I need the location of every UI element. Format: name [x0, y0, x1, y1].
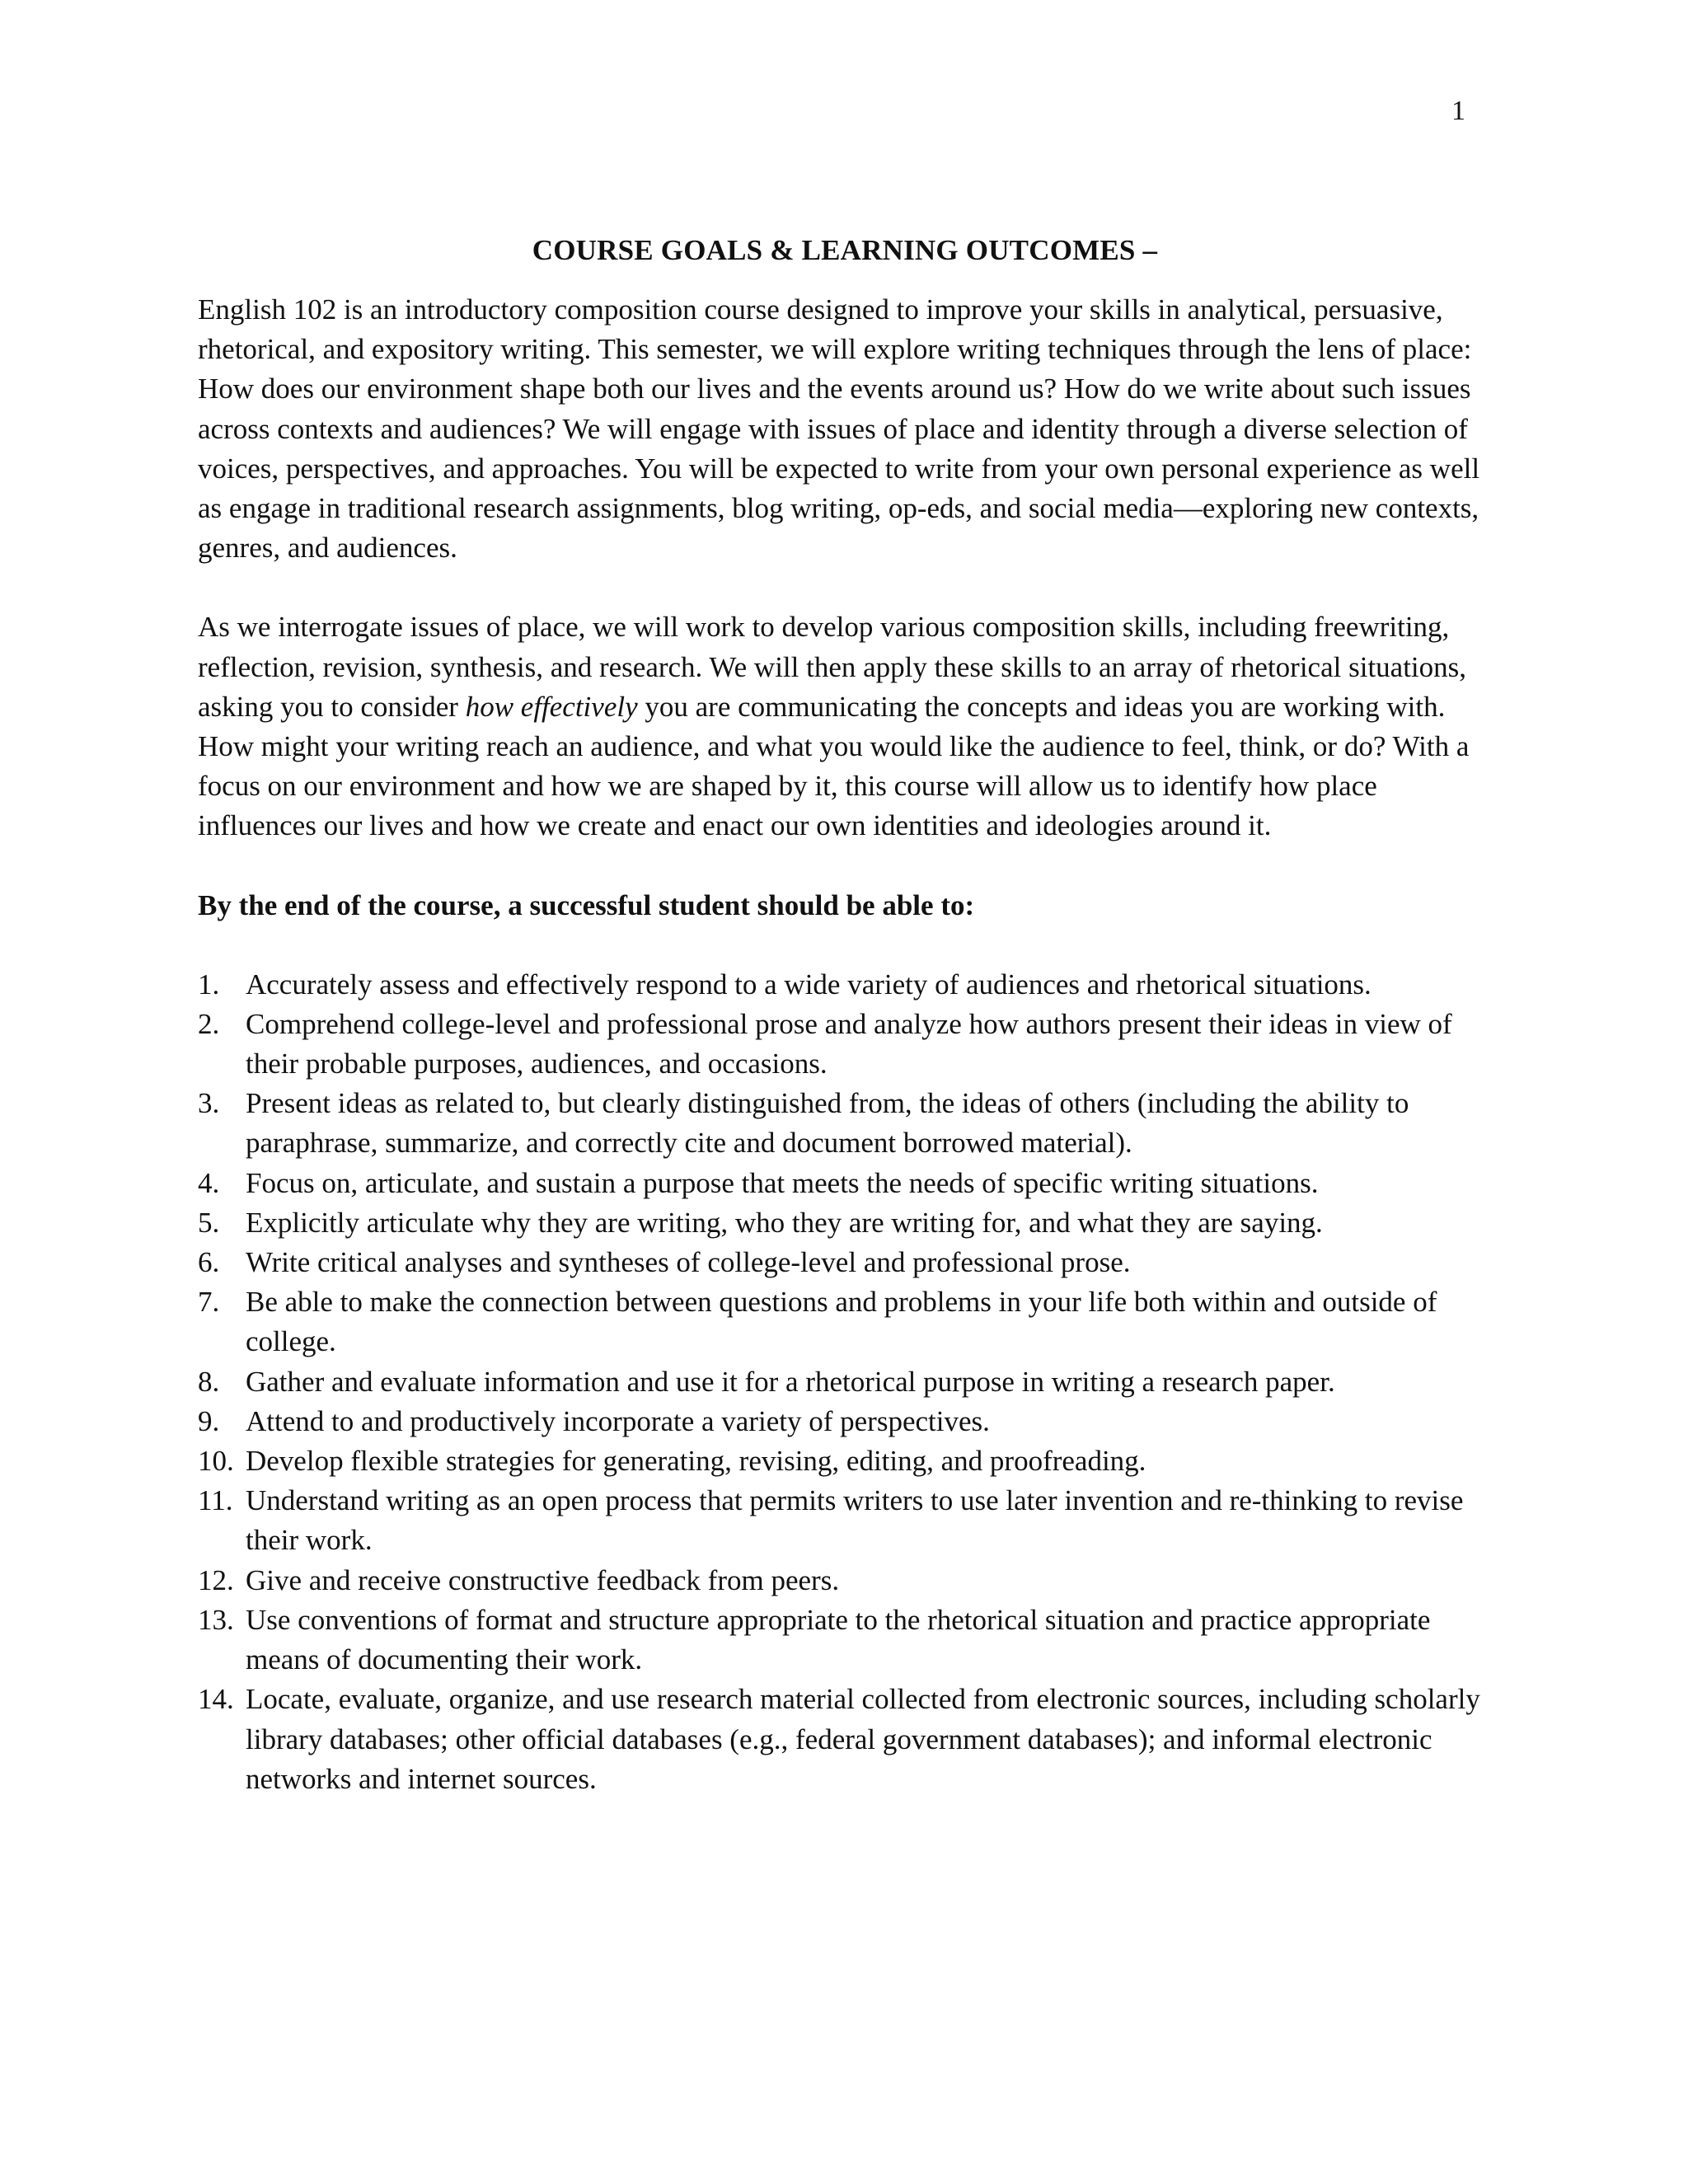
outcome-text: Be able to make the connection between questions and problems in your life both within and outside of college.: [246, 1286, 1437, 1358]
skills-paragraph-start: As we interrogate issues of place, we will work to develop various composition skills, including freewriting, reflection, revision, synthesis, and research. We will then apply these skills to an array of rhetorical situations, asking you to consider: [198, 611, 1467, 723]
outcome-number: 12.: [198, 1563, 234, 1596]
outcome-number: 5.: [198, 1206, 220, 1239]
skills-paragraph-emphasis: how effectively: [465, 690, 638, 723]
outcome-text: Comprehend college-level and professional prose and analyze how authors present their ideas in view of their probable purposes, audiences, and occasions.: [246, 1007, 1452, 1080]
intro-paragraph: English 102 is an introductory composition course designed to improve your skills in analytical, persuasive, rhetorical, and expository writing. This semester, we will explore writing techniques through the lens of place: How does our environment shape both our lives and the events around us? How do we write about such issues across contexts and audiences? We will engage with issues of place and identity through a diverse selection of voices, perspectives, and approaches. You will be expected to write from your own personal experience as well as engage in traditional research assignments, blog writing, op-eds, and social media—exploring new contexts, genres, and audiences.: [198, 293, 1480, 565]
skills-paragraph-end: you are communicating the concepts and ideas you are working with. How might your writing reach an audience, and what you would like the audience to feel, think, or do? With a focus on our environment and how we are shaped by it, this course will allow us to identify how place influences our lives and how we create and enact our own identities and ideologies around it.: [198, 690, 1470, 842]
outcome-text: Give and receive constructive feedback from peers.: [246, 1563, 840, 1596]
outcome-item: [198, 1680, 1492, 1799]
outcome-item: [198, 1441, 1492, 1481]
outcome-number: 2.: [198, 1007, 220, 1040]
outcome-text: Explicitly articulate why they are writing, who they are writing for, and what they are saying.: [246, 1206, 1323, 1239]
outcomes-heading: By the end of the course, a successful student should be able to:: [198, 888, 975, 921]
outcome-text: Gather and evaluate information and use it for a rhetorical purpose in writing a research paper.: [246, 1365, 1335, 1398]
outcome-number: 3.: [198, 1087, 220, 1120]
outcome-text: Use conventions of format and structure appropriate to the rhetorical situation and practice appropriate means of documenting their work.: [246, 1603, 1431, 1676]
outcome-number: 1.: [198, 968, 220, 1001]
outcome-item: [198, 1601, 1492, 1680]
outcome-text: Present ideas as related to, but clearly distinguished from, the ideas of others (including the ability to paraphrase, summarize, and correctly cite and document borrowed material).: [246, 1087, 1409, 1160]
outcome-text: Focus on, articulate, and sustain a purpose that meets the needs of specific writing situations.: [246, 1166, 1319, 1199]
outcome-item: [198, 1402, 1492, 1441]
outcome-text: Understand writing as an open process that permits writers to use later invention and re-thinking to revise their work.: [246, 1484, 1464, 1557]
document-title: COURSE GOALS & LEARNING OUTCOMES –: [532, 234, 1158, 266]
outcome-number: 4.: [198, 1166, 220, 1199]
skills-paragraph: [198, 607, 1492, 846]
outcome-item: [198, 1362, 1492, 1402]
outcome-number: 13.: [198, 1603, 234, 1636]
document-content: [198, 231, 1492, 1799]
outcome-item: [198, 965, 1492, 1005]
outcome-number: 11.: [198, 1484, 233, 1517]
outcome-number: 10.: [198, 1445, 234, 1478]
outcome-item: [198, 1243, 1492, 1282]
outcome-text: Accurately assess and effectively respond to a wide variety of audiences and rhetorical situations.: [246, 968, 1372, 1001]
page-number: 1: [1451, 96, 1465, 126]
outcome-number: 9.: [198, 1404, 220, 1437]
outcome-number: 6.: [198, 1246, 220, 1279]
outcome-item: [198, 1282, 1492, 1361]
outcomes-list: [198, 965, 1492, 1799]
outcome-item: [198, 1084, 1492, 1163]
outcome-number: 7.: [198, 1286, 220, 1319]
outcome-item: [198, 1005, 1492, 1084]
outcome-text: Locate, evaluate, organize, and use research material collected from electronic sources, including scholarly library databases; other official databases (e.g., federal government databases); and informal electronic networks and internet sources.: [246, 1683, 1480, 1795]
outcome-item: [198, 1481, 1492, 1560]
outcome-item: [198, 1164, 1492, 1203]
outcome-number: 14.: [198, 1683, 234, 1716]
outcome-item: [198, 1203, 1492, 1243]
outcome-item: [198, 1561, 1492, 1601]
outcome-text: Develop flexible strategies for generating, revising, editing, and proofreading.: [246, 1445, 1146, 1478]
outcome-text: Write critical analyses and syntheses of college-level and professional prose.: [246, 1246, 1131, 1279]
outcome-number: 8.: [198, 1365, 220, 1398]
outcome-text: Attend to and productively incorporate a variety of perspectives.: [246, 1404, 990, 1437]
